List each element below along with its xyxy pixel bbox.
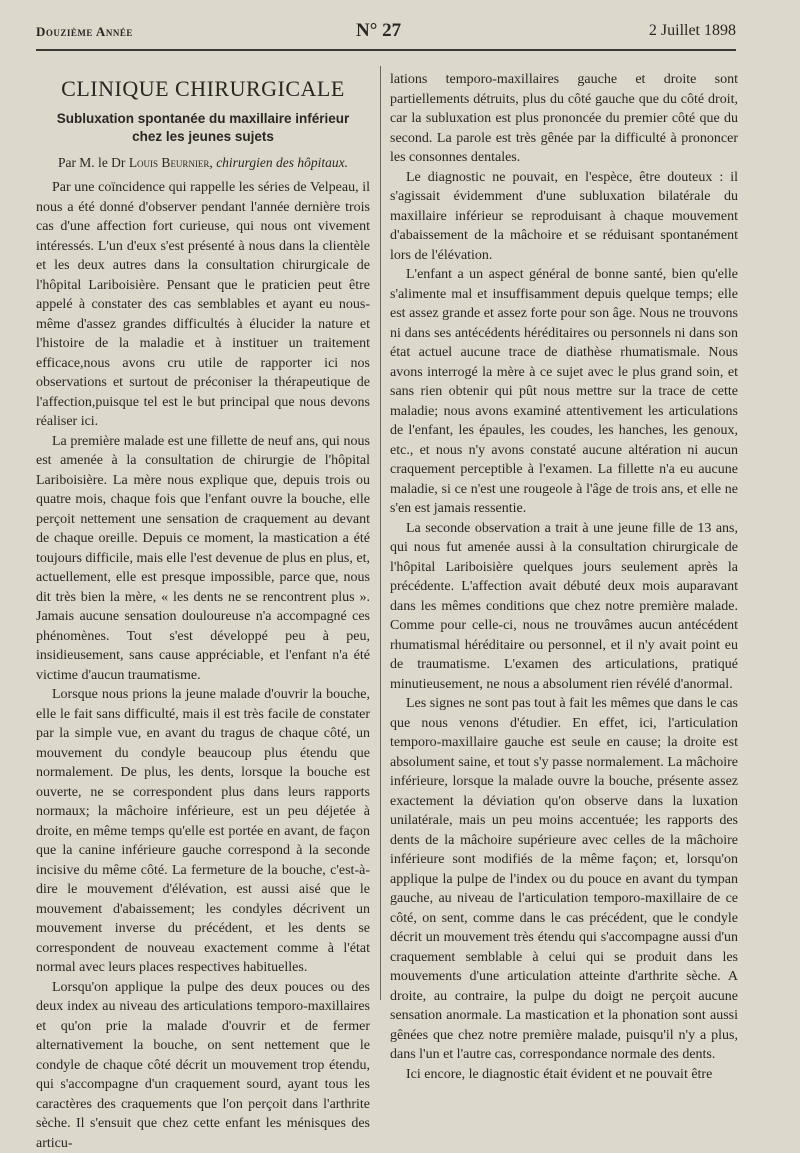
column-divider: [380, 66, 381, 1000]
article-title: [36, 110, 370, 146]
paragraph: Le diagnostic ne pouvait, en l'espèce, être douteux : il s'agissait évidemment d'une subluxation bilatérale du maxillaire inférieur se reproduisant à chaque mouvement d'abaissement de la mâchoire et se réduisant spontanément lors de l'élévation.: [390, 168, 738, 266]
byline-author: Louis Beurnier,: [129, 155, 213, 170]
paragraph: L'enfant a un aspect général de bonne santé, bien qu'elle s'alimente mal et insuffisamment depuis quelque temps; elle est assez grande et assez forte pour son âge. Nous ne trouvons ni dans ses antécédents héréditaires ou personnels ni dans son état actuel aucune trace de diathèse rhumatismale. Nous avons interrogé la mère à ce sujet avec le plus grand soin, et sans rien obtenir qui pût nous mettre sur la trace de cette maladie; nous avons examiné attentivement les articulations de l'enfant, les épaules, les coudes, les hanches, les genoux, etc., et nous n'y avons constaté aucune altération ni aucun craquement perceptible à l'examen. La fillette n'a eu aucune maladie, si ce n'est une rougeole à l'âge de trois ans, et elle ne s'en est jamais ressentie.: [390, 265, 738, 519]
header-rule: [36, 49, 736, 51]
paragraph: Ici encore, le diagnostic était évident et ne pouvait être: [390, 1065, 738, 1085]
paragraph: Les signes ne sont pas tout à fait les mêmes que dans le cas que nous venons d'étudier. En effet, ici, l'articulation temporo-maxillaire gauche est seule en cause; la droite est absolument saine, et tout s'y passe normalement. La mâchoire inférieure, lorsque la malade ouvre la bouche, présente assez exactement la déviation qu'on observe dans la luxation unilatérale, mais un peu moins accentuée; les rapports des dents de la mâchoire supérieure avec celles de la mâchoire inférieure sont modifiés de la même façon; et, lorsqu'on applique la pulpe de l'index ou du pouce en avant du tympan gauche, au niveau de l'articulation temporo-maxillaire de ce côté, on sent, comme dans le cas précédent, que le condyle décrit un mouvement très étendu qui s'accompagne aussi d'un craquement semblable à celui qui se produit dans les mouvements d'une articulation atteinte d'arthrite sèche. A droite, au contraire, la pulpe du doigt ne perçoit aucune sensation anormale. La mastication et la phonation sont aussi gênées que chez notre première malade, puisqu'il n'y a plus, dans l'un et l'autre cas, correspondance normale des dents.: [390, 694, 738, 1065]
volume-year: Douzième Année: [36, 24, 133, 40]
section-title: CLINIQUE CHIRURGICALE: [36, 76, 370, 102]
paragraph: Par une coïncidence qui rappelle les séries de Velpeau, il nous a été donné d'observer pendant l'année dernière trois cas d'une affection fort curieuse, qui nous ont vivement intéressés. L'un d'eux s'est présenté à nous dans la clientèle et les deux autres dans la consultation chirurgicale de l'hôpital Lariboisière. Pensant que le praticien peut être appelé à constater des cas semblables et ayant eu nous-même d'assez grandes difficultés à élucider la nature et l'histoire de la maladie et à instituer un traitement efficace,nous avons cru utile de rapporter ici nos observations et surtout de préconiser la thérapeutique de l'affection,puisque tel est le but principal que nous devons réaliser ici.: [36, 178, 370, 432]
article-title-line-1: Subluxation spontanée du maxillaire inférieur: [36, 110, 370, 128]
paragraph: La première malade est une fillette de neuf ans, qui nous est amenée à la consultation de chirurgie de l'hôpital Lariboisière. La mère nous explique que, depuis trois ou quatre mois, chaque fois que l'enfant ouvre la bouche, elle perçoit nettement une sensation de craquement au devant de chaque oreille. Depuis ce moment, la mastication a été toujours difficile, mais elle l'est devenue de plus en plus, et, actuellement, elle est presque impossible, parce que, nous dit très bien la mère, « les dents ne se rencontrent plus ». Jamais aucune sensation douloureuse n'a accompagné ces phénomènes. Tout s'est développé peu à peu, insidieusement, sans cause appréciable, et l'enfant n'a été victime d'aucun traumatisme.: [36, 432, 370, 686]
issue-date: 2 Juillet 1898: [649, 22, 736, 40]
paragraph-continued: lations temporo-maxillaires gauche et droite sont partiellements détruits, plus du côté gauche que du côté droit, car la subluxation est plus prononcée du premier côté que du second. La parole est très gênée par la difficulté à prononcer les consonnes dentales.: [390, 70, 738, 168]
byline: [36, 154, 370, 172]
paragraph: Lorsqu'on applique la pulpe des deux pouces ou des deux index au niveau des articulations temporo-maxillaires et qu'on prie la malade d'ouvrir et de fermer alternativement la bouche, on sent nettement que le condyle de chaque côté décrit un mouvement trop étendu, qui s'accompagne d'un craquement sourd, ayant tous les caractères des craquements que l'on perçoit dans l'arthrite sèche. Il s'ensuit que chez cette enfant les ménisques des articu-: [36, 978, 370, 1153]
page-header: [36, 20, 736, 48]
paragraph: La seconde observation a trait à une jeune fille de 13 ans, qui nous fut amenée aussi à la consultation chirurgicale de l'hôpital Lariboisière quelques jours seulement après la précédente. L'affection avait débuté deux mois auparavant dans les mêmes conditions que chez notre première malade. Comme pour celle-ci, nous ne trouvâmes aucun antécédent rhumatismal héréditaire ou personnel, et il n'y avait point eu de traumatisme. L'examen des articulations, pratiqué minutieusement, ne nous a absolument rien révélé d'anormal.: [390, 519, 738, 695]
byline-role: chirurgien des hôpitaux.: [216, 155, 348, 170]
left-column: [36, 72, 370, 1153]
right-column: [390, 70, 738, 1084]
article-title-line-2: chez les jeunes sujets: [36, 128, 370, 146]
byline-prefix: Par M. le Dr: [58, 155, 126, 170]
paragraph: Lorsque nous prions la jeune malade d'ouvrir la bouche, elle le fait sans difficulté, mais il est très facile de constater par la simple vue, en avant du tragus de chaque côté, un mouvement du condyle beaucoup plus étendu que normalement. De plus, les dents, lorsque la bouche est ouverte, ne se correspondent plus dans leurs rapports normaux; la mâchoire inférieure, est un peu déjetée à droite, en même temps qu'elle est portée en avant, de façon que la canine inférieure gauche correspond à la seconde incisive du même côté. La fermeture de la bouche, c'est-à-dire le mouvement d'élévation, est aussi aisé que le mouvement d'abaissement; les condyles décrivent un mouvement inverse du précédent, et les dents se correspondent de nouveau exactement comme à l'état normal avec leurs places respectives habituelles.: [36, 685, 370, 978]
issue-number: N° 27: [356, 20, 401, 42]
